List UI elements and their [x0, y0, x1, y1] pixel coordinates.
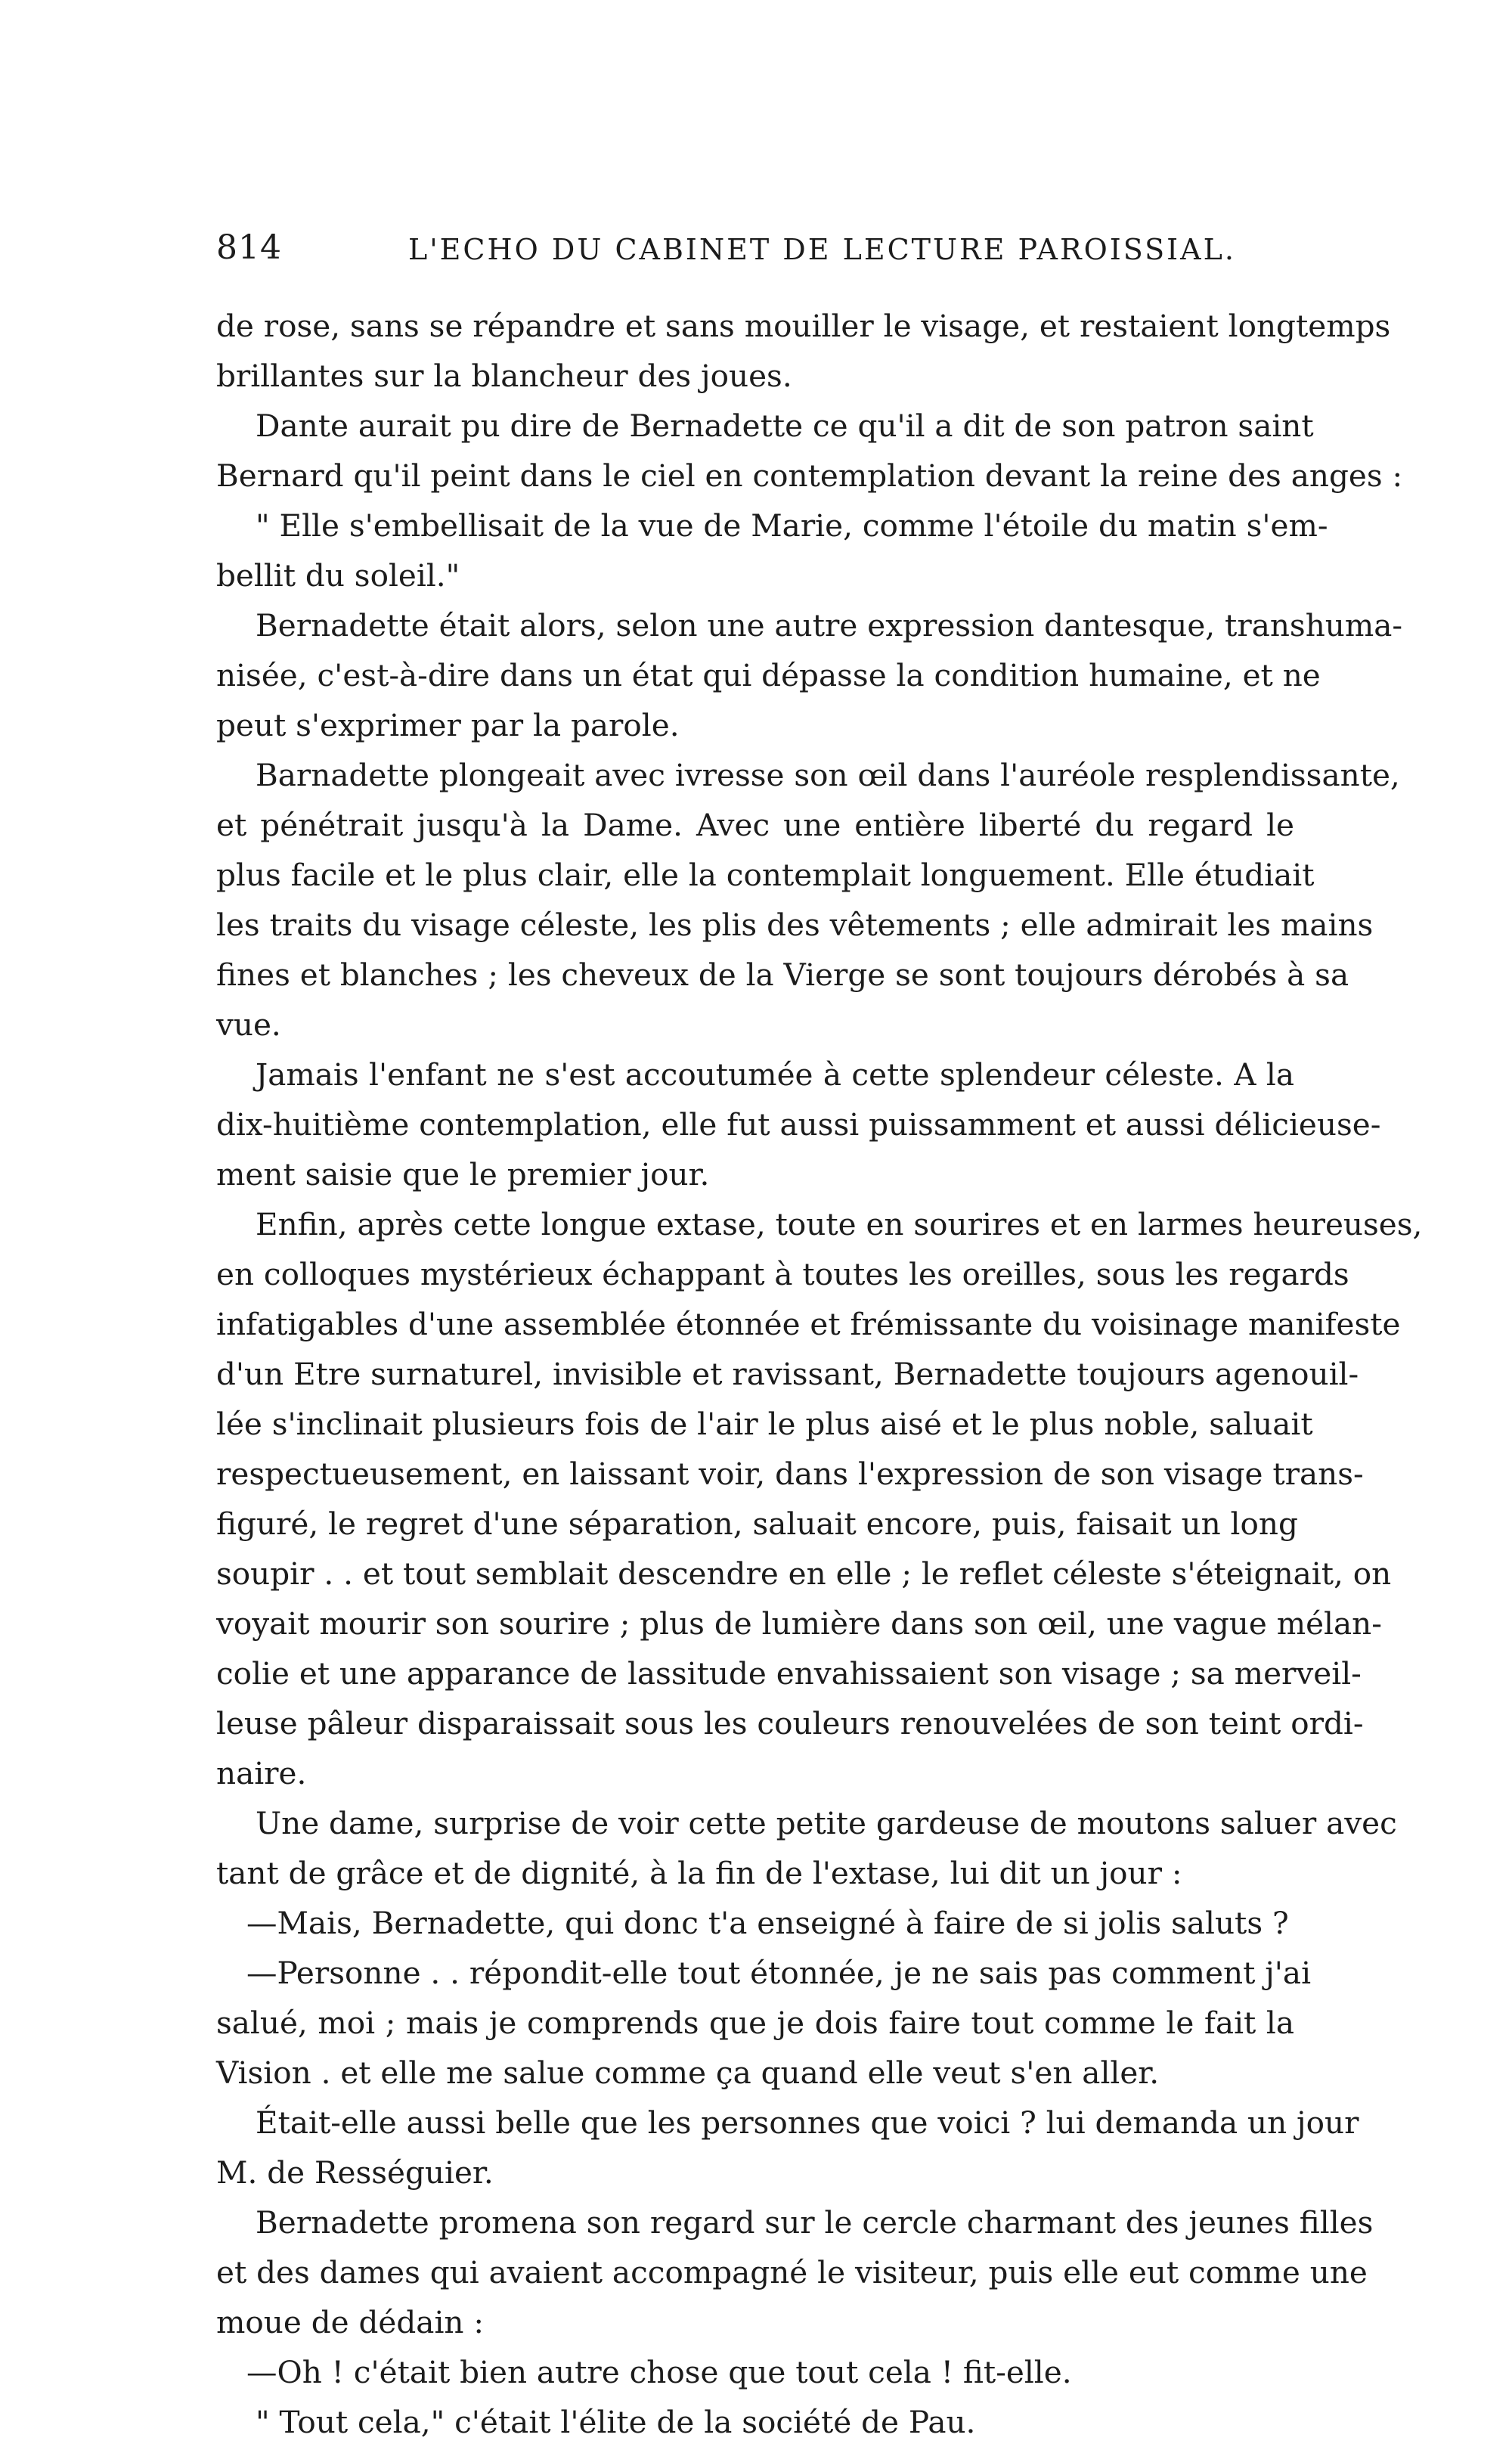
text-line: vue. — [216, 1006, 281, 1043]
text-line: voyait mourir son sourire ; plus de lumière dans son œil, une vague mélan- — [216, 1605, 1382, 1642]
text-line: de rose, sans se répandre et sans mouiller le visage, et restaient longtemps — [216, 308, 1391, 344]
text-line: Était-elle aussi belle que les personnes que voici ? lui demanda un jour — [256, 2104, 1359, 2141]
text-line: soupir . . et tout semblait descendre en elle ; le reflet céleste s'éteignait, on — [216, 1555, 1392, 1592]
text-line: plus facile et le plus clair, elle la contemplait longuement. Elle étudiait — [216, 857, 1315, 893]
text-line: —Oh ! c'était bien autre chose que tout cela ! fit-elle. — [246, 2354, 1072, 2390]
text-line: Dante aurait pu dire de Bernadette ce qu'il a dit de son patron saint — [256, 408, 1314, 444]
text-line: les traits du visage céleste, les plis des vêtements ; elle admirait les mains — [216, 907, 1374, 943]
text-line: naire. — [216, 1755, 307, 1791]
page-header — [216, 228, 1294, 274]
text-line: " Tout cela," c'était l'élite de la société de Pau. — [256, 2404, 976, 2440]
text-line: Barnadette plongeait avec ivresse son œil dans l'auréole resplendissante, — [256, 757, 1400, 793]
text-line: colie et une apparance de lassitude envahissaient son visage ; sa merveil- — [216, 1655, 1362, 1692]
text-line: brillantes sur la blancheur des joues. — [216, 358, 792, 394]
text-line: salué, moi ; mais je comprends que je dois faire tout comme le fait la — [216, 2005, 1294, 2041]
text-line: figuré, le regret d'une séparation, saluait encore, puis, faisait un long — [216, 1506, 1298, 1542]
text-line: —Mais, Bernadette, qui donc t'a enseigné à faire de si jolis saluts ? — [246, 1905, 1289, 1941]
text-line: Vision . et elle me salue comme ça quand elle veut s'en aller. — [216, 2055, 1160, 2091]
text-line: ment saisie que le premier jour. — [216, 1156, 710, 1192]
text-line: Jamais l'enfant ne s'est accoutumée à cette splendeur céleste. A la — [256, 1056, 1294, 1093]
text-line: M. de Rességuier. — [216, 2154, 494, 2191]
text-line: et des dames qui avaient accompagné le visiteur, puis elle eut comme une — [216, 2254, 1368, 2290]
page-number: 814 — [216, 228, 282, 267]
text-line: nisée, c'est-à-dire dans un état qui dépasse la condition humaine, et ne — [216, 657, 1321, 693]
text-line: dix-huitième contemplation, elle fut aussi puissamment et aussi délicieuse- — [216, 1106, 1381, 1143]
text-line: " Elle s'embellisait de la vue de Marie, comme l'étoile du matin s'em- — [256, 507, 1328, 544]
running-title: L'ECHO DU CABINET DE LECTURE PAROISSIAL. — [408, 233, 1236, 266]
text-line: Bernadette promena son regard sur le cercle charmant des jeunes filles — [256, 2204, 1374, 2241]
text-line: Une dame, surprise de voir cette petite gardeuse de moutons saluer avec — [256, 1805, 1397, 1841]
text-line: Bernadette était alors, selon une autre expression dantesque, transhuma- — [256, 607, 1403, 644]
text-line: d'un Etre surnaturel, invisible et ravissant, Bernadette toujours agenouil- — [216, 1356, 1359, 1392]
page-body — [216, 301, 1423, 2447]
text-line: peut s'exprimer par la parole. — [216, 707, 680, 743]
text-line: infatigables d'une assemblée étonnée et frémissante du voisinage manifeste — [216, 1306, 1401, 1342]
text-line: et pénétrait jusqu'à la Dame. Avec une entière liberté du regard le — [216, 807, 1294, 843]
text-line: tant de grâce et de dignité, à la fin de l'extase, lui dit un jour : — [216, 1855, 1182, 1891]
text-line: Enfin, après cette longue extase, toute en sourires et en larmes heureuses, — [256, 1206, 1423, 1242]
text-line: —Personne . . répondit-elle tout étonnée, je ne sais pas comment j'ai — [246, 1955, 1312, 1991]
text-line: leuse pâleur disparaissait sous les couleurs renouvelées de son teint ordi- — [216, 1705, 1364, 1741]
text-line: Bernard qu'il peint dans le ciel en contemplation devant la reine des anges : — [216, 457, 1403, 494]
text-line: lée s'inclinait plusieurs fois de l'air le plus aisé et le plus noble, saluait — [216, 1406, 1313, 1442]
text-line: moue de dédain : — [216, 2304, 484, 2340]
text-line: respectueusement, en laissant voir, dans l'expression de son visage trans- — [216, 1456, 1364, 1492]
text-line: en colloques mystérieux échappant à toutes les oreilles, sous les regards — [216, 1256, 1349, 1292]
text-line: bellit du soleil." — [216, 557, 460, 594]
text-line: fines et blanches ; les cheveux de la Vierge se sont toujours dérobés à sa — [216, 957, 1349, 993]
